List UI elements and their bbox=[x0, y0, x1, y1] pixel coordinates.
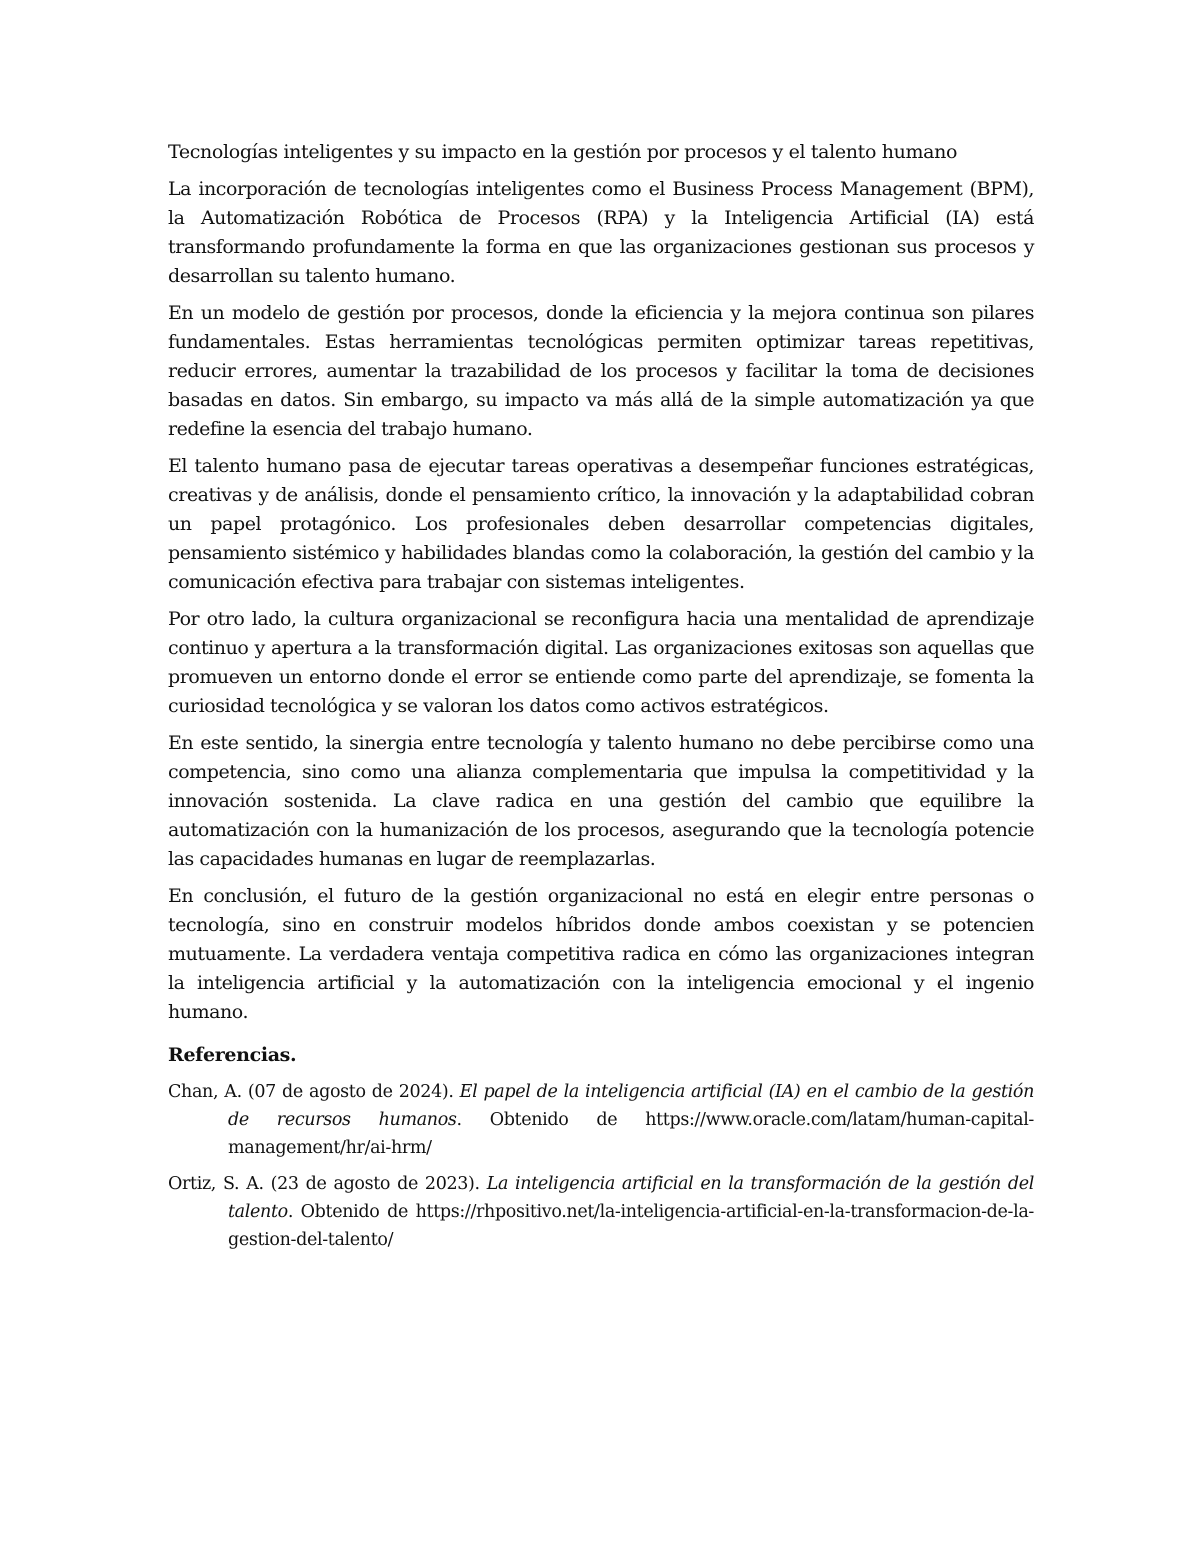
paragraph: En este sentido, la sinergia entre tecnología y talento humano no debe percibirse como una competencia, sino como una alianza complementaria que impulsa la competitividad y la innovación sostenida. La clave radica en una gestión del cambio que equilibre la automatización con la humanización de los procesos, asegurando que la tecnología potencie las capacidades humanas en lugar de reemplazarlas. bbox=[168, 732, 1034, 870]
paragraph: Por otro lado, la cultura organizacional se reconfigura hacia una mentalidad de aprendizaje continuo y apertura a la transformación digital. Las organizaciones exitosas son aquellas que promueven un entorno donde el error se entiende como parte del aprendizaje, se fomenta la curiosidad tecnológica y se valoran los datos como activos estratégicos. bbox=[168, 608, 1034, 717]
references-heading: Referencias. bbox=[168, 1044, 297, 1066]
paragraph: El talento humano pasa de ejecutar tareas operativas a desempeñar funciones estratégicas, creativas y de análisis, donde el pensamiento crítico, la innovación y la adaptabilidad cobran un papel protagónico. Los profesionales deben desarrollar competencias digitales, pensamiento sistémico y habilidades blandas como la colaboración, la gestión del cambio y la comunicación efectiva para trabajar con sistemas inteligentes. bbox=[168, 455, 1034, 593]
reference-author-date: Ortiz, S. A. (23 de agosto de 2023). bbox=[168, 1174, 487, 1194]
reference-item bbox=[168, 1078, 1034, 1162]
paragraph: En un modelo de gestión por procesos, donde la eficiencia y la mejora continua son pilares fundamentales. Estas herramientas tecnológicas permiten optimizar tareas repetitivas, reducir errores, aumentar la trazabilidad de los procesos y facilitar la toma de decisiones basadas en datos. Sin embargo, su impacto va más allá de la simple automatización ya que redefine la esencia del trabajo humano. bbox=[168, 302, 1034, 440]
document-title: Tecnologías inteligentes y su impacto en la gestión por procesos y el talento humano bbox=[168, 141, 958, 163]
reference-author-date: Chan, A. (07 de agosto de 2024). bbox=[168, 1082, 460, 1102]
paragraph: La incorporación de tecnologías inteligentes como el Business Process Management (BPM), la Automatización Robótica de Procesos (RPA) y la Inteligencia Artificial (IA) está transformando profundamente la forma en que las organizaciones gestionan sus procesos y desarrollan su talento humano. bbox=[168, 178, 1034, 287]
reference-title: El papel de la inteligencia artificial (IA) en el cambio de la gestión de recursos humanos bbox=[228, 1082, 1035, 1130]
reference-source: . Obtenido de https://rhpositivo.net/la-inteligencia-artificial-en-la-transformacion-de-la-gestion-del-talento/ bbox=[228, 1202, 1034, 1250]
paragraph: En conclusión, el futuro de la gestión organizacional no está en elegir entre personas o tecnología, sino en construir modelos híbridos donde ambos coexistan y se potencien mutuamente. La verdadera ventaja competitiva radica en cómo las organizaciones integran la inteligencia artificial y la automatización con la inteligencia emocional y el ingenio humano. bbox=[168, 885, 1034, 1023]
reference-title: La inteligencia artificial en la transformación de la gestión del talento bbox=[228, 1174, 1035, 1222]
reference-source: . Obtenido de https://www.oracle.com/latam/human-capital-management/hr/ai-hrm/ bbox=[228, 1110, 1034, 1158]
document-page bbox=[168, 138, 1034, 1262]
reference-item bbox=[168, 1170, 1034, 1254]
